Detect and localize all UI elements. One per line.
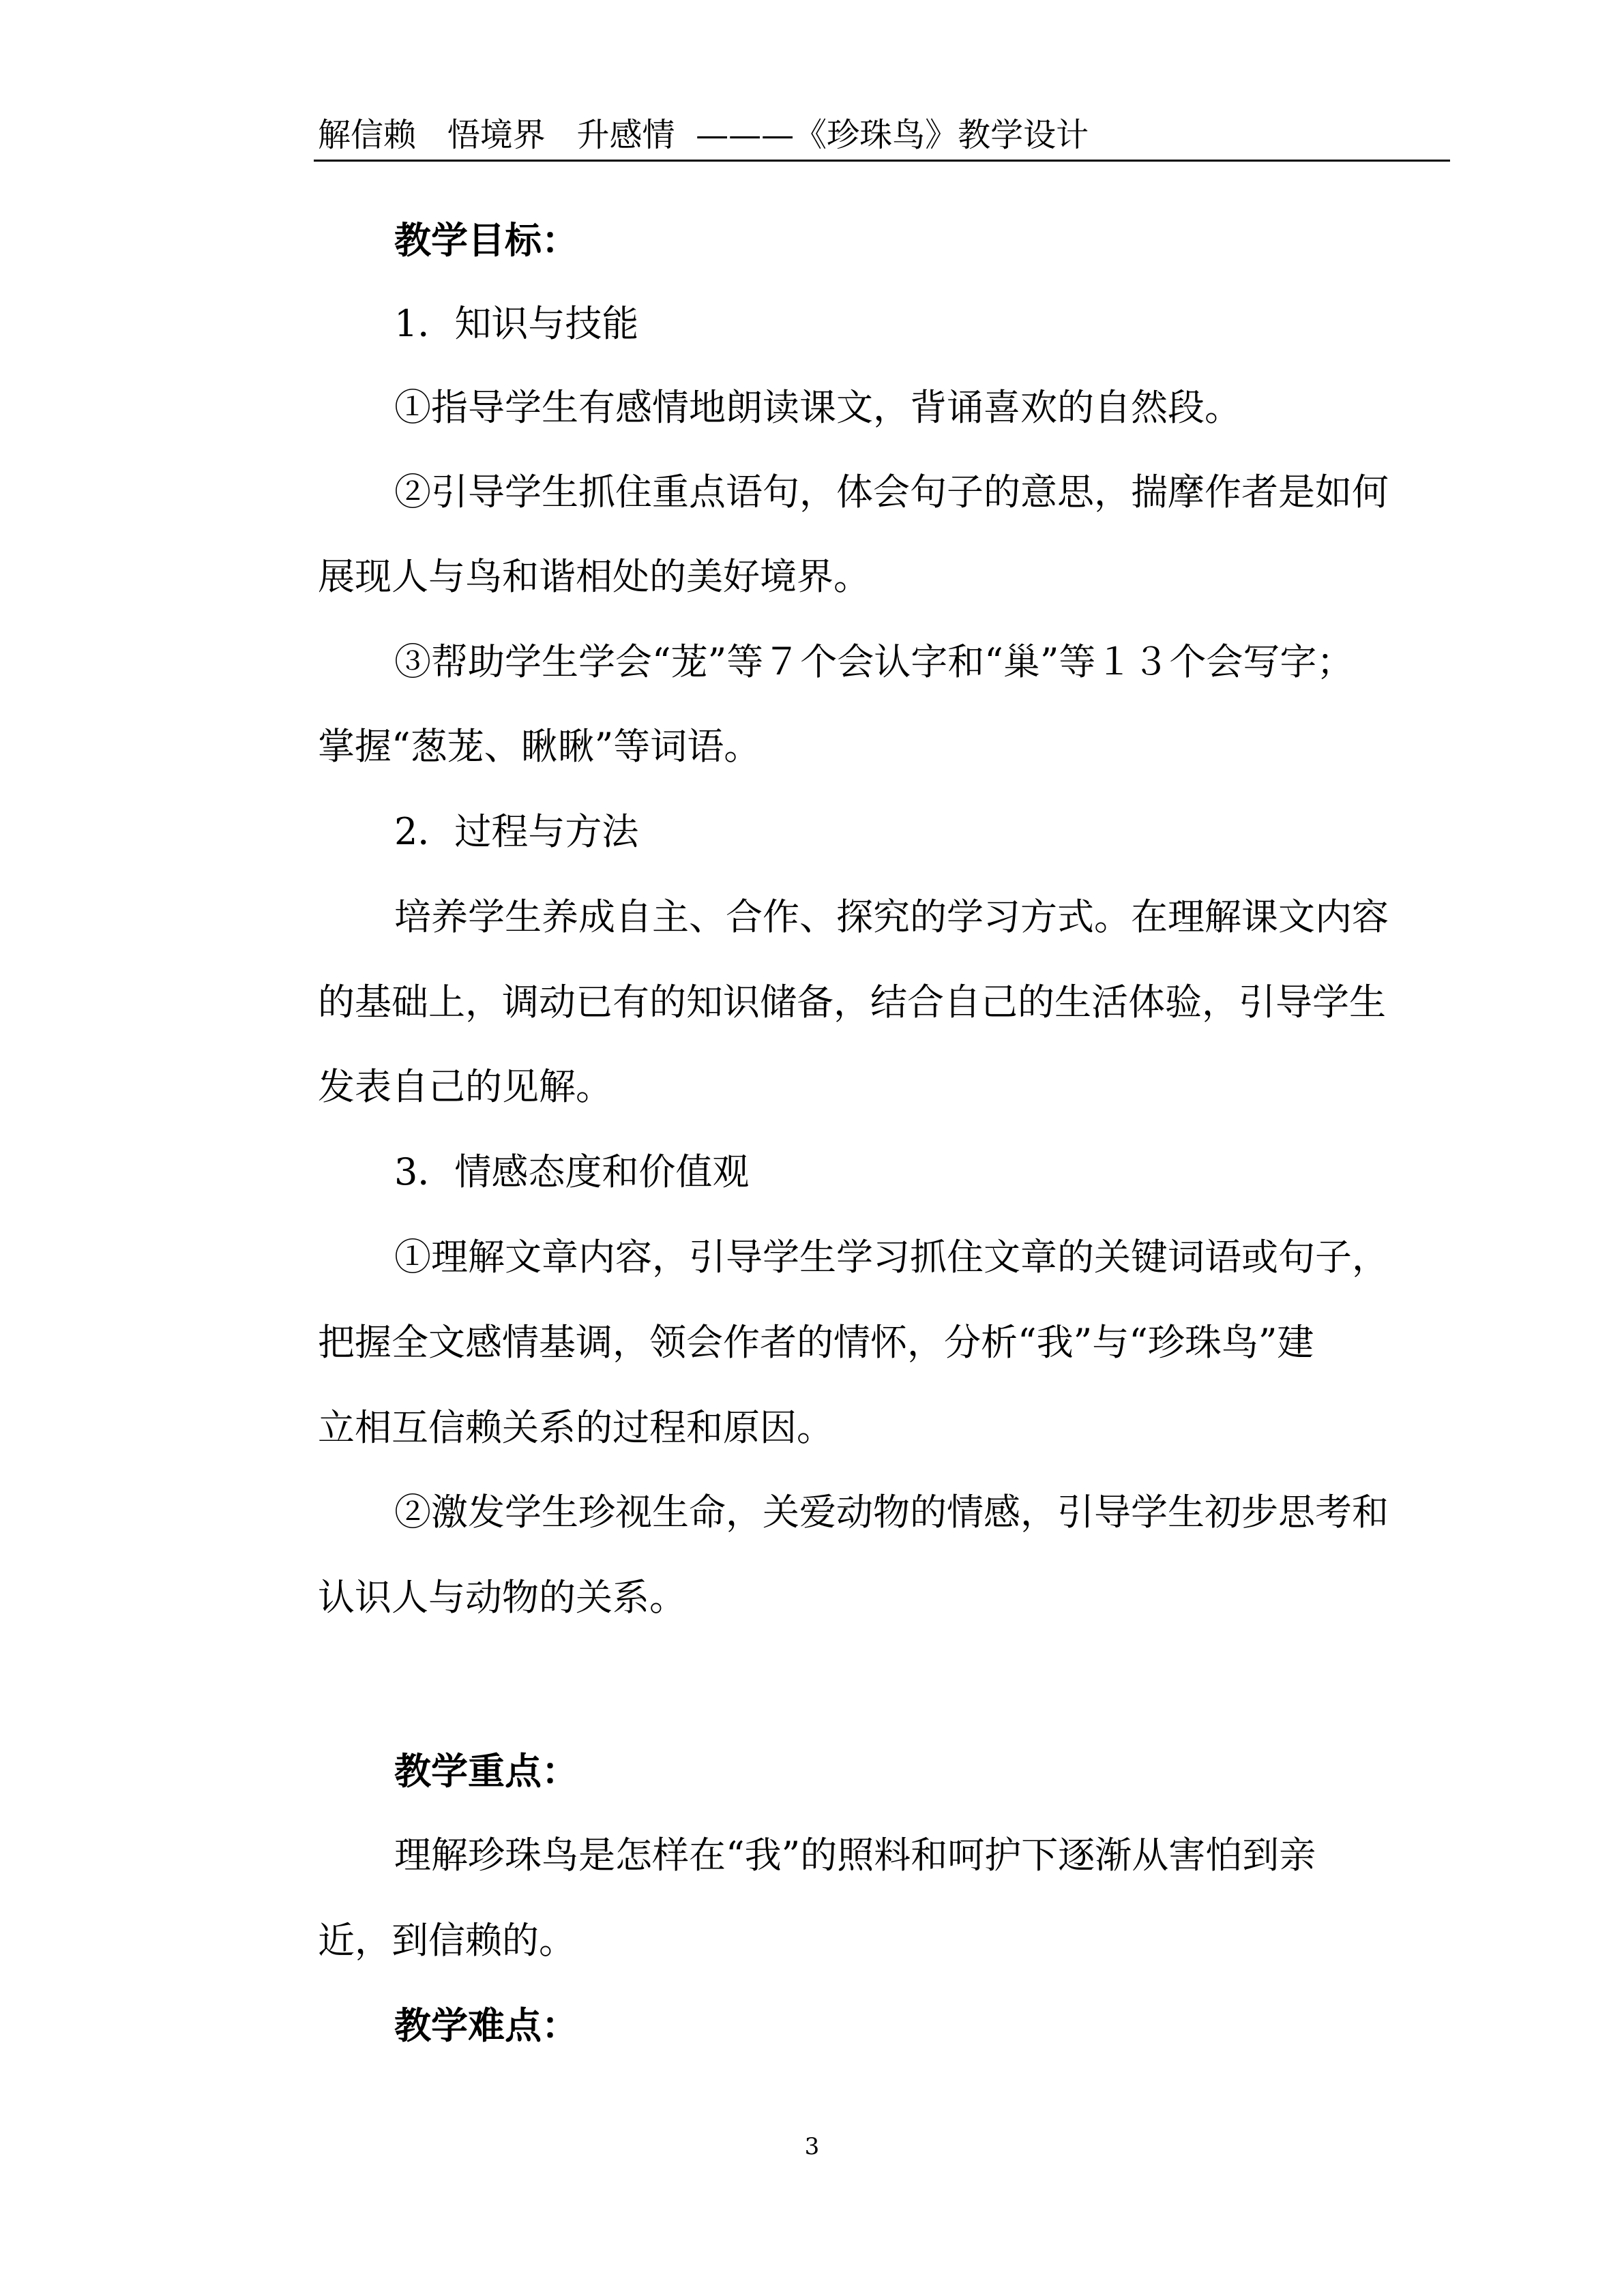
emotion-values-title: 3．情感态度和价值观 xyxy=(394,1150,750,1193)
difficulties-heading: 教学难点： xyxy=(394,2003,578,2047)
emotion-item-1-line-1: ①理解文章内容，引导学生学习抓住文章的关键词语或句子， xyxy=(394,1236,1389,1279)
emotion-item-1-line-2: 把握全文感情基调，领会作者的情怀，分析“我”与“珍珠鸟”建 xyxy=(318,1321,1314,1364)
process-text-line-1: 培养学生养成自主、合作、探究的学习方式。在理解课文内容 xyxy=(394,895,1389,938)
objectives-heading: 教学目标： xyxy=(394,218,578,262)
page-number: 3 xyxy=(804,2133,820,2160)
knowledge-item-2-line-1: ②引导学生抓住重点语句，体会句子的意思，揣摩作者是如何 xyxy=(394,471,1389,513)
process-method-title: 2．过程与方法 xyxy=(394,810,639,853)
key-points-text-line-2: 近，到信赖的。 xyxy=(318,1919,576,1962)
knowledge-item-2-line-2: 展现人与鸟和谐相处的美好境界。 xyxy=(318,555,870,598)
header-rule xyxy=(314,160,1450,162)
knowledge-item-3-line-1: ③帮助学生学会“茏”等７个会认字和“巢”等１３个会写字； xyxy=(394,640,1354,683)
emotion-item-1-line-3: 立相互信赖关系的过程和原因。 xyxy=(318,1406,833,1449)
process-text-line-2: 的基础上，调动已有的知识储备，结合自己的生活体验，引导学生 xyxy=(318,981,1386,1024)
knowledge-skills-title: 1．知识与技能 xyxy=(394,302,639,345)
knowledge-item-3-line-2: 掌握“葱茏、瞅瞅”等词语。 xyxy=(318,725,761,768)
key-points-heading: 教学重点： xyxy=(394,1749,578,1793)
page-header: 解信赖 悟境界 升感情 ———《珍珠鸟》教学设计 xyxy=(318,116,1089,154)
emotion-item-2-line-1: ②激发学生珍视生命，关爱动物的情感，引导学生初步思考和 xyxy=(394,1491,1389,1534)
emotion-item-2-line-2: 认识人与动物的关系。 xyxy=(318,1576,686,1619)
process-text-line-3: 发表自己的见解。 xyxy=(318,1065,612,1108)
key-points-text-line-1: 理解珍珠鸟是怎样在“我”的照料和呵护下逐渐从害怕到亲 xyxy=(394,1834,1316,1877)
knowledge-item-1: ①指导学生有感情地朗读课文，背诵喜欢的自然段。 xyxy=(394,386,1241,429)
